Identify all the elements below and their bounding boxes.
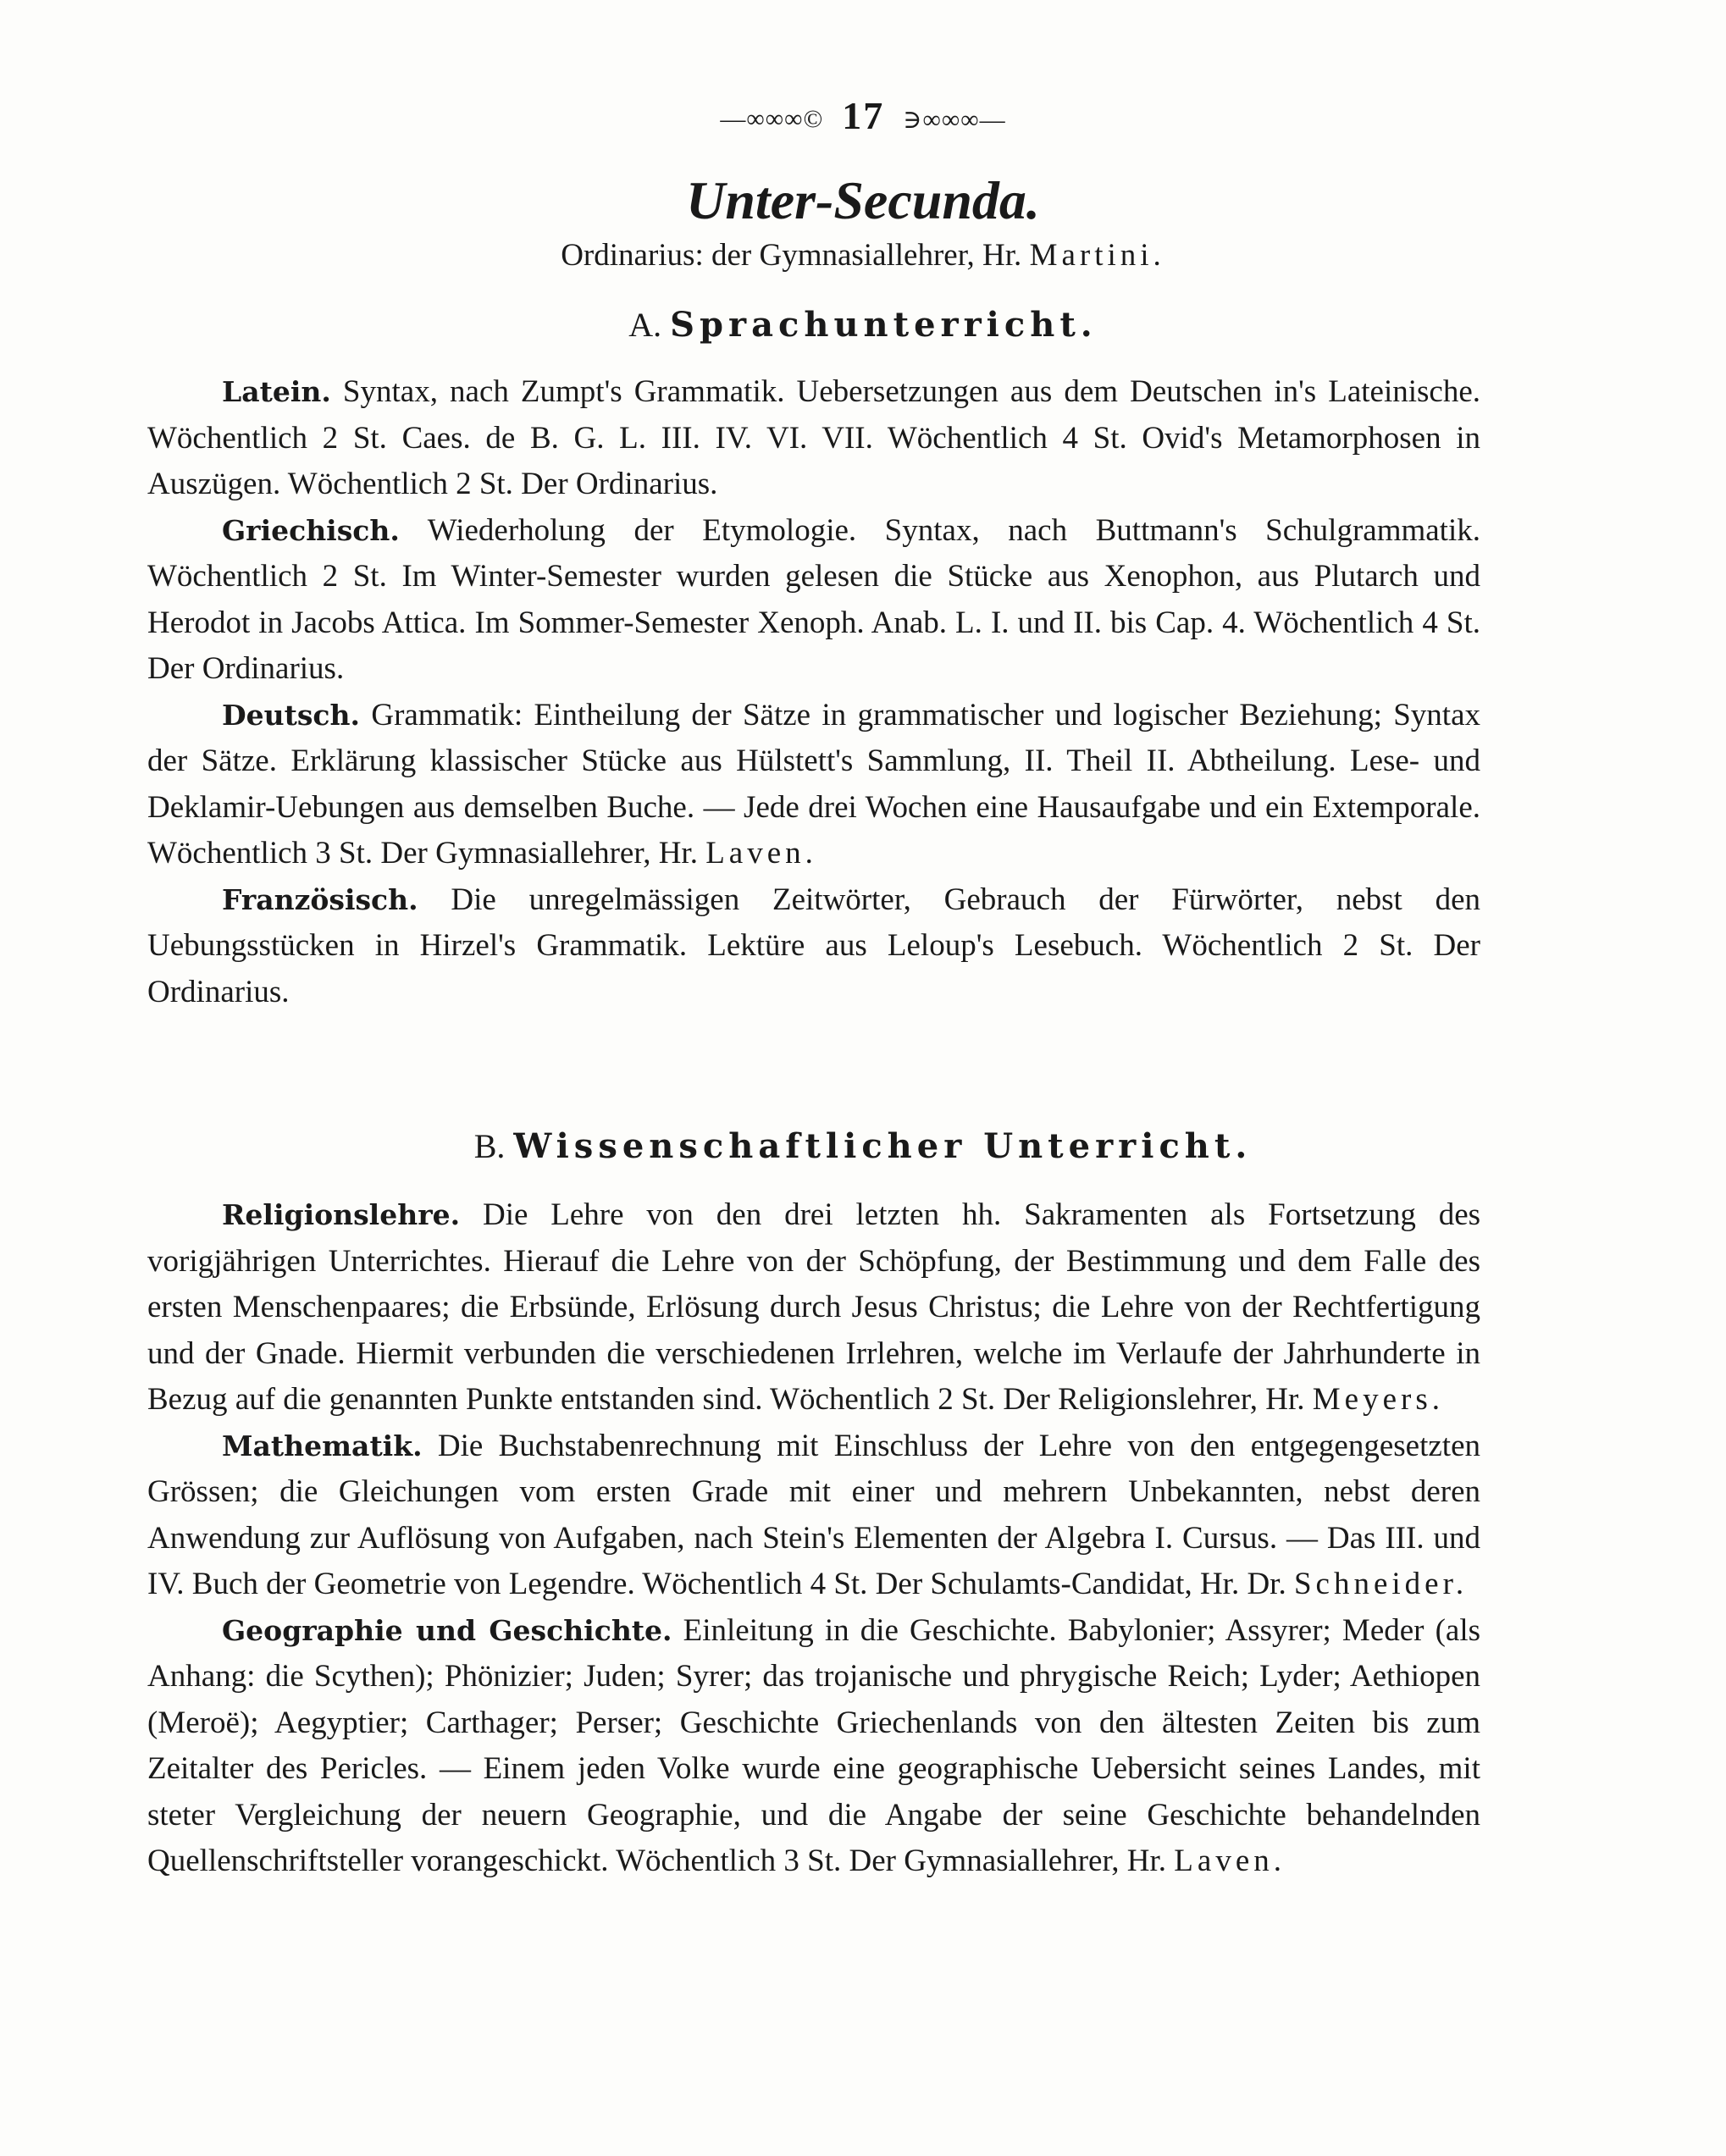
ornament-left: —∞∞∞© <box>720 105 824 134</box>
teacher-schneider: Schneider. <box>1293 1567 1469 1601</box>
subject-griechisch: Griechisch. <box>222 513 400 547</box>
subject-mathematik: Mathematik. <box>222 1429 423 1462</box>
text-franzoesisch: Die unregelmässigen Zeitwörter, Gebrauch der Fürwörter, nebst den Uebungsstücken in Hirzel's Grammatik. Lektüre aus Leloup's Lesebuch. Wöchentlich 2 St. Der Ordinarius. <box>147 882 1481 1009</box>
subject-religion: Religionslehre. <box>222 1198 461 1231</box>
paragraph-franzoesisch <box>147 877 1480 1016</box>
subject-deutsch: Deutsch. <box>222 698 361 732</box>
ordinarius-name: Martini. <box>1029 238 1165 273</box>
text-geographie: Einleitung in die Geschichte. Babylonier; Assyrer; Meder (als Anhang: die Scythen); Phönizier; Juden; Syrer; das trojanische und phrygische Reich; Lyder; Aethiopen (Meroë); Aegyptier; Carthager; Perser; Geschichte Griechenlands von den ältesten Zeiten bis zum Zeitalter des Pericles. — Einem jeden Volke wurde eine geographische Uebersicht seines Landes, mit steter Vergleichung der neuern Geographie, und die Angabe der seine Geschichte behandelnden Quellenschriftsteller vorangeschickt. Wöchentlich 3 St. Der Gymnasiallehrer, Hr. <box>147 1612 1480 1878</box>
paragraph-griechisch <box>147 508 1480 693</box>
teacher-laven: Laven. <box>705 836 817 871</box>
paragraph-geographie <box>147 1608 1480 1885</box>
section-a-letter: A. <box>628 306 662 344</box>
page-header <box>0 93 1726 138</box>
subject-geographie: Geographie und Geschichte. <box>222 1613 672 1647</box>
section-b-title: Wissenschaftlicher Unterricht. <box>513 1126 1253 1166</box>
paragraph-deutsch <box>147 693 1480 877</box>
text-deutsch: Grammatik: Eintheilung der Sätze in grammatischer und logischer Beziehung; Syntax der Sätze. Erklärung klassischer Stücke aus Hülstett's Sammlung, II. Theil II. Abtheilung. Lese- und Deklamir-Uebungen aus demselben Buche. — Jede drei Wochen eine Hausaufgabe und ein Extemporale. Wöchentlich 3 St. Der Gymnasiallehrer, Hr. <box>147 697 1481 871</box>
ornament-right: ∋∞∞∞— <box>903 105 1006 134</box>
text-latein: Syntax, nach Zumpt's Grammatik. Uebersetzungen aus dem Deutschen in's Lateinische. Wöchentlich 2 St. Caes. de B. G. L. III. IV. VI. VII. Wöchentlich 4 St. Ovid's Metamorphosen in Auszügen. Wöchentlich 2 St. Der Ordinarius. <box>147 374 1480 501</box>
page-title: Unter-Secunda. <box>686 170 1040 230</box>
paragraph-latein <box>147 369 1480 508</box>
teacher-laven-2: Laven. <box>1174 1844 1286 1878</box>
subjects-language-block <box>147 369 1480 1015</box>
paragraph-mathematik <box>147 1424 1480 1608</box>
subject-franzoesisch: Französisch. <box>222 882 418 916</box>
teacher-meyers: Meyers. <box>1312 1382 1444 1417</box>
subjects-science-block <box>147 1192 1480 1885</box>
section-b-heading <box>0 1126 1726 1166</box>
ordinarius-line <box>0 237 1726 274</box>
text-mathematik: Die Buchstabenrechnung mit Einschluss der Lehre von den entgegengesetzten Grössen; die Gleichungen vom ersten Grade mit einer und mehrern Unbekannten, nebst deren Anwendung zur Auflösung von Aufgaben, nach Stein's Elementen der Algebra I. Cursus. — Das III. und IV. Buch der Geometrie von Legendre. Wöchentlich 4 St. Der Schulamts-Candidat, Hr. Dr. <box>147 1428 1480 1601</box>
subject-latein: Latein. <box>222 375 331 408</box>
section-a-heading <box>0 305 1726 345</box>
page-number: 17 <box>842 94 885 137</box>
section-a-title: Sprachunterricht. <box>670 305 1098 345</box>
text-religion: Die Lehre von den drei letzten hh. Sakramenten als Fortsetzung des vorigjährigen Unterrichtes. Hierauf die Lehre von der Schöpfung, der Bestimmung und dem Falle des ersten Menschenpaares; die Erbsünde, Erlösung durch Jesus Christus; die Lehre von der Rechtfertigung und der Gnade. Hiermit verbunden die verschiedenen Irrlehren, welche im Verlaufe der Jahrhunderte in Bezug auf die genannten Punkte entstanden sind. Wöchentlich 2 St. Der Religionslehrer, Hr. <box>147 1197 1481 1417</box>
ordinarius-prefix: Ordinarius: der Gymnasiallehrer, Hr. <box>561 238 1022 273</box>
paragraph-religion <box>147 1192 1480 1424</box>
text-griechisch: Wiederholung der Etymologie. Syntax, nach Buttmann's Schulgrammatik. Wöchentlich 2 St. Im Winter-Semester wurden gelesen die Stücke aus Xenophon, aus Plutarch und Herodot in Jacobs Attica. Im Sommer-Semester Xenoph. Anab. L. I. und II. bis Cap. 4. Wöchentlich 4 St. Der Ordinarius. <box>147 512 1480 686</box>
section-b-letter: B. <box>473 1127 506 1165</box>
